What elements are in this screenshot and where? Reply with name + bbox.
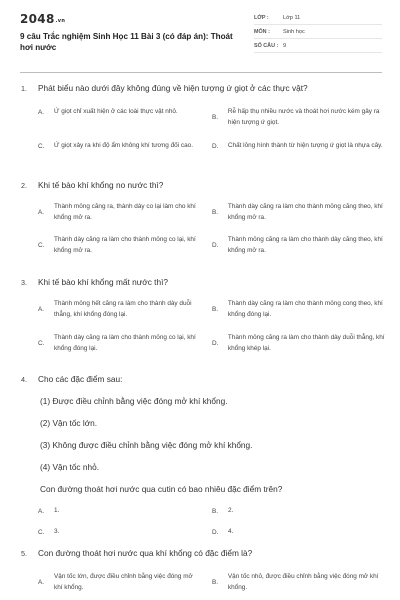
document-meta	[254, 12, 382, 53]
site-logo[interactable]: 2048.vn	[20, 12, 66, 26]
option-text: Thành dày căng ra làm cho thành mỏng cong theo, khí khổng đóng lại.	[227, 300, 383, 318]
question-text: Khi tế bào khí khổng no nước thì?	[38, 180, 164, 190]
option-letter: C.	[38, 142, 45, 150]
option-c[interactable]	[38, 235, 213, 256]
question-number: 4.	[21, 375, 27, 384]
statement-1: (1) Được điều chỉnh bằng việc đóng mở khí khổng.	[40, 396, 228, 406]
option-c[interactable]	[38, 333, 213, 354]
option-text: Chất lỏng hình thành từ hiện tượng ứ giọt là nhựa cây.	[227, 142, 383, 149]
page-header	[0, 0, 400, 68]
option-text: 4.	[228, 528, 234, 535]
meta-label: SỐ CÂU :	[254, 43, 279, 49]
option-c[interactable]	[38, 527, 213, 538]
option-text: Vận tốc lớn, được điều chỉnh bằng việc đóng mở khí khổng.	[54, 573, 193, 591]
meta-row-grade	[254, 12, 382, 25]
option-b[interactable]	[212, 107, 387, 128]
option-letter: C.	[38, 340, 45, 347]
option-text: Thành mỏng căng ra làm cho thành dày căng theo, khí khổng mở ra.	[227, 236, 383, 254]
option-letter: B.	[212, 114, 219, 121]
statement-2: (2) Vận tốc lớn.	[40, 418, 98, 428]
option-d[interactable]	[212, 527, 387, 538]
meta-value: Sinh học	[283, 29, 305, 35]
meta-label: MÔN :	[254, 29, 270, 35]
option-a[interactable]	[38, 202, 213, 223]
question-number: 2.	[21, 181, 27, 190]
option-text: Ứ giọt xảy ra khi độ ẩm không khí tương đối cao.	[54, 142, 193, 149]
question-line	[21, 277, 168, 287]
option-d[interactable]	[212, 333, 387, 354]
option-c[interactable]	[38, 141, 213, 152]
option-text: Rễ hấp thụ nhiều nước và thoát hơi nước kém gây ra hiện tượng ứ giọt.	[227, 108, 380, 126]
option-b[interactable]	[212, 572, 387, 593]
option-letter: D.	[212, 528, 219, 536]
option-text: Thành dày căng ra làm cho thành mỏng co lại, khí khổng mở ra.	[54, 236, 196, 254]
option-a[interactable]	[38, 299, 213, 320]
meta-row-subject	[254, 26, 382, 39]
question-number: 5.	[21, 549, 27, 558]
option-text: 3.	[54, 528, 60, 535]
option-a[interactable]	[38, 107, 213, 118]
option-letter: A.	[38, 507, 45, 515]
question-line	[21, 83, 308, 93]
header-divider	[20, 72, 382, 73]
option-b[interactable]	[212, 202, 387, 223]
question-number: 1.	[21, 84, 27, 93]
question-text: Cho các đặc điểm sau:	[38, 374, 123, 384]
question-text: Phát biểu nào dưới đây không đúng về hiện tượng ứ giọt ở các thực vật?	[38, 83, 308, 93]
option-text: Thành dày căng ra làm cho thành mỏng co lại, khí khổng đóng lại.	[54, 334, 196, 352]
option-d[interactable]	[212, 235, 387, 256]
option-letter: B.	[212, 579, 219, 586]
meta-label: LỚP :	[254, 15, 269, 21]
option-b[interactable]	[212, 506, 387, 517]
option-letter: C.	[38, 242, 45, 249]
option-text: Thành mỏng hết căng ra làm cho thành dày duỗi thẳng, khí khổng đóng lại.	[54, 300, 192, 318]
option-letter: A.	[38, 209, 45, 216]
option-b[interactable]	[212, 299, 387, 320]
question-text: Con đường thoát hơi nước qua khí khổng có đặc điểm là?	[38, 548, 253, 558]
option-letter: A.	[38, 306, 45, 313]
option-a[interactable]	[38, 506, 213, 517]
option-text: Thành mỏng căng ra làm cho thành dày duỗi thẳng, khí khổng khép lại.	[227, 334, 385, 352]
option-letter: C.	[38, 528, 45, 536]
statement-4: (4) Vận tốc nhỏ.	[40, 462, 100, 472]
option-text: Thành dày căng ra làm cho thành mỏng căng theo, khí khổng mở ra.	[227, 203, 383, 221]
option-letter: B.	[212, 306, 219, 313]
option-text: Vận tốc nhỏ, được điều chỉnh bằng việc đóng mở khí khổng.	[227, 573, 379, 591]
option-a[interactable]	[38, 572, 213, 593]
option-letter: D.	[212, 142, 219, 150]
question-number: 3.	[21, 278, 27, 287]
question-prompt: Con đường thoát hơi nước qua cutin có bao nhiêu đặc điểm trên?	[40, 484, 283, 494]
meta-value: 9	[283, 43, 287, 49]
option-text: Ứ giọt chỉ xuất hiện ở các loài thực vật nhỏ.	[54, 108, 178, 115]
option-letter: D.	[212, 242, 219, 249]
option-d[interactable]	[212, 141, 387, 152]
question-line	[21, 180, 163, 190]
option-letter: B.	[212, 507, 219, 515]
question-text: Khi tế bào khí khổng mất nước thì?	[38, 277, 168, 287]
question-line	[21, 374, 122, 384]
option-text: Thành mỏng căng ra, thành dày co lại làm cho khí khổng mở ra.	[54, 203, 196, 221]
option-letter: A.	[38, 108, 45, 116]
option-letter: D.	[212, 340, 219, 347]
question-line	[21, 548, 252, 558]
option-text: 2.	[228, 507, 234, 514]
meta-value: Lớp 11	[283, 15, 301, 21]
document-title: 9 câu Trắc nghiệm Sinh Học 11 Bài 3 (có đáp án): Thoát hơi nước	[20, 32, 233, 52]
option-letter: B.	[212, 209, 219, 216]
option-text: 1.	[54, 507, 60, 514]
meta-row-count	[254, 40, 382, 53]
option-letter: A.	[38, 579, 45, 586]
statement-3: (3) Không được điều chỉnh bằng việc đóng mở khí khổng.	[40, 440, 253, 450]
